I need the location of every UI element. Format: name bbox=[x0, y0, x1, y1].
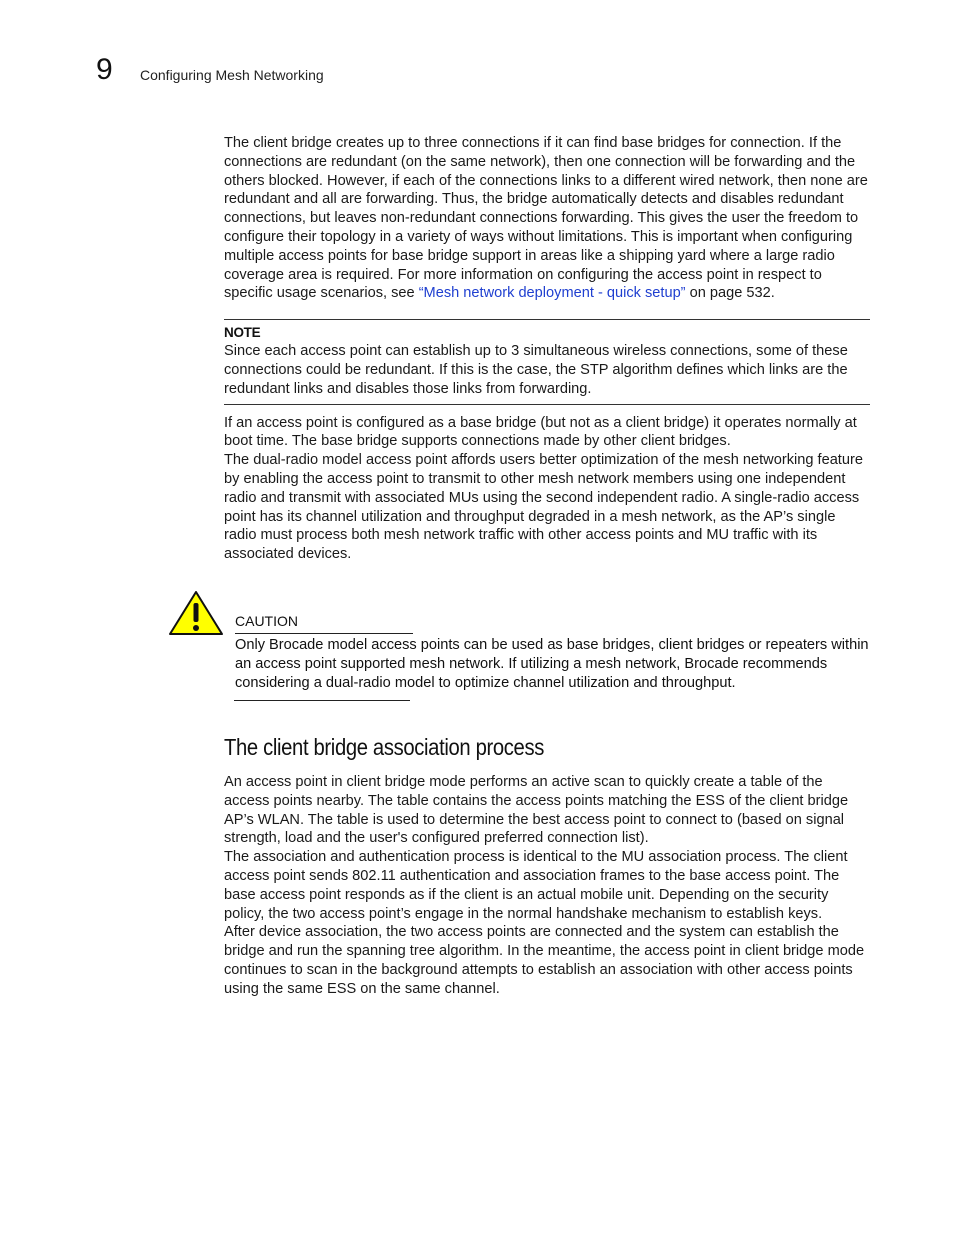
chapter-title: Configuring Mesh Networking bbox=[140, 67, 324, 83]
intro-paragraph bbox=[224, 134, 870, 303]
note-text: Since each access point can establish up to 3 simultaneous wireless connections, some of these connections could be redundant. If this is the case, the STP algorithm defines which links are the redundant links and disables those links from forwarding. bbox=[224, 343, 848, 397]
section-title: The client bridge association process bbox=[224, 734, 544, 760]
spanning-tree-paragraph: After device association, the two access points are connected and the system can establish the bridge and run the spanning tree algorithm. In the meantime, the access point in client bridge mode continues to scan in the background attempts to establish an association with other access points using the same ESS on the same channel. bbox=[224, 924, 865, 997]
active-scan-paragraph: An access point in client bridge mode performs an active scan to quickly create a table of the access points nearby. The table contains the access points matching the ESS of the client bridge AP’s WLAN. The table is used to determine the best access point to connect to (based on signal strength, load and the user's configured preferred connection list). bbox=[224, 774, 849, 847]
mesh-deployment-link[interactable]: “Mesh network deployment - quick setup” bbox=[418, 285, 686, 302]
page-header bbox=[0, 0, 954, 100]
dual-radio-paragraph: The dual-radio model access point affords users better optimization of the mesh networking feature by enabling the access point to transmit to other mesh network members using one independent radio and transmit with associated MUs using the second independent radio. A single-radio access point has its channel utilization and throughput degraded in a mesh network, as the AP’s single radio must process both mesh network traffic with other access points and MU traffic with its associated devices. bbox=[224, 452, 863, 563]
caution-label-row bbox=[235, 612, 413, 634]
base-bridge-paragraph: If an access point is configured as a base bridge (but not as a client bridge) it operates normally at boot time. The base bridge supports connections made by other client bridges. bbox=[224, 414, 857, 450]
section-content bbox=[224, 773, 870, 999]
intro-text: The client bridge creates up to three connections if it can find base bridges for connection. If the connections are redundant (on the same network), then one connection will be forwarding and the others blocked. However, if each of the connections links to a different wired network, then none are redundant and all are forwarding. Thus, the bridge automatically detects and disables redundant connections, but leaves non-redundant connections forwarding. This gives the user the freedom to configure their topology in a variety of ways without limitations. This is important when configuring multiple access points for base bridge support in areas like a shipping yard where a large radio coverage area is required. For more information on configuring the access point in respect to specific usage scenarios, see bbox=[224, 135, 868, 302]
caution-block bbox=[168, 590, 870, 704]
note-block bbox=[224, 319, 870, 404]
caution-text: Only Brocade model access points can be used as base bridges, client bridges or repeaters within an access point supported mesh network. If utilizing a mesh network, Brocade recommends considering a dual-radio model to optimize channel utilization and throughput. bbox=[235, 637, 869, 691]
caution-divider bbox=[234, 700, 410, 701]
warning-triangle-icon bbox=[168, 590, 224, 636]
note-label: NOTE bbox=[224, 325, 261, 341]
chapter-number: 9 bbox=[96, 53, 113, 86]
main-content bbox=[224, 134, 870, 564]
caution-label: CAUTION bbox=[235, 613, 298, 629]
authentication-paragraph: The association and authentication process is identical to the MU association process. The client access point sends 802.11 authentication and association frames to the base access point. The base access point responds as if the client is an actual mobile unit. Depending on the security policy, the two access point’s engage in the normal handshake mechanism to establish keys. bbox=[224, 849, 848, 922]
intro-tail: on page 532. bbox=[685, 285, 775, 302]
